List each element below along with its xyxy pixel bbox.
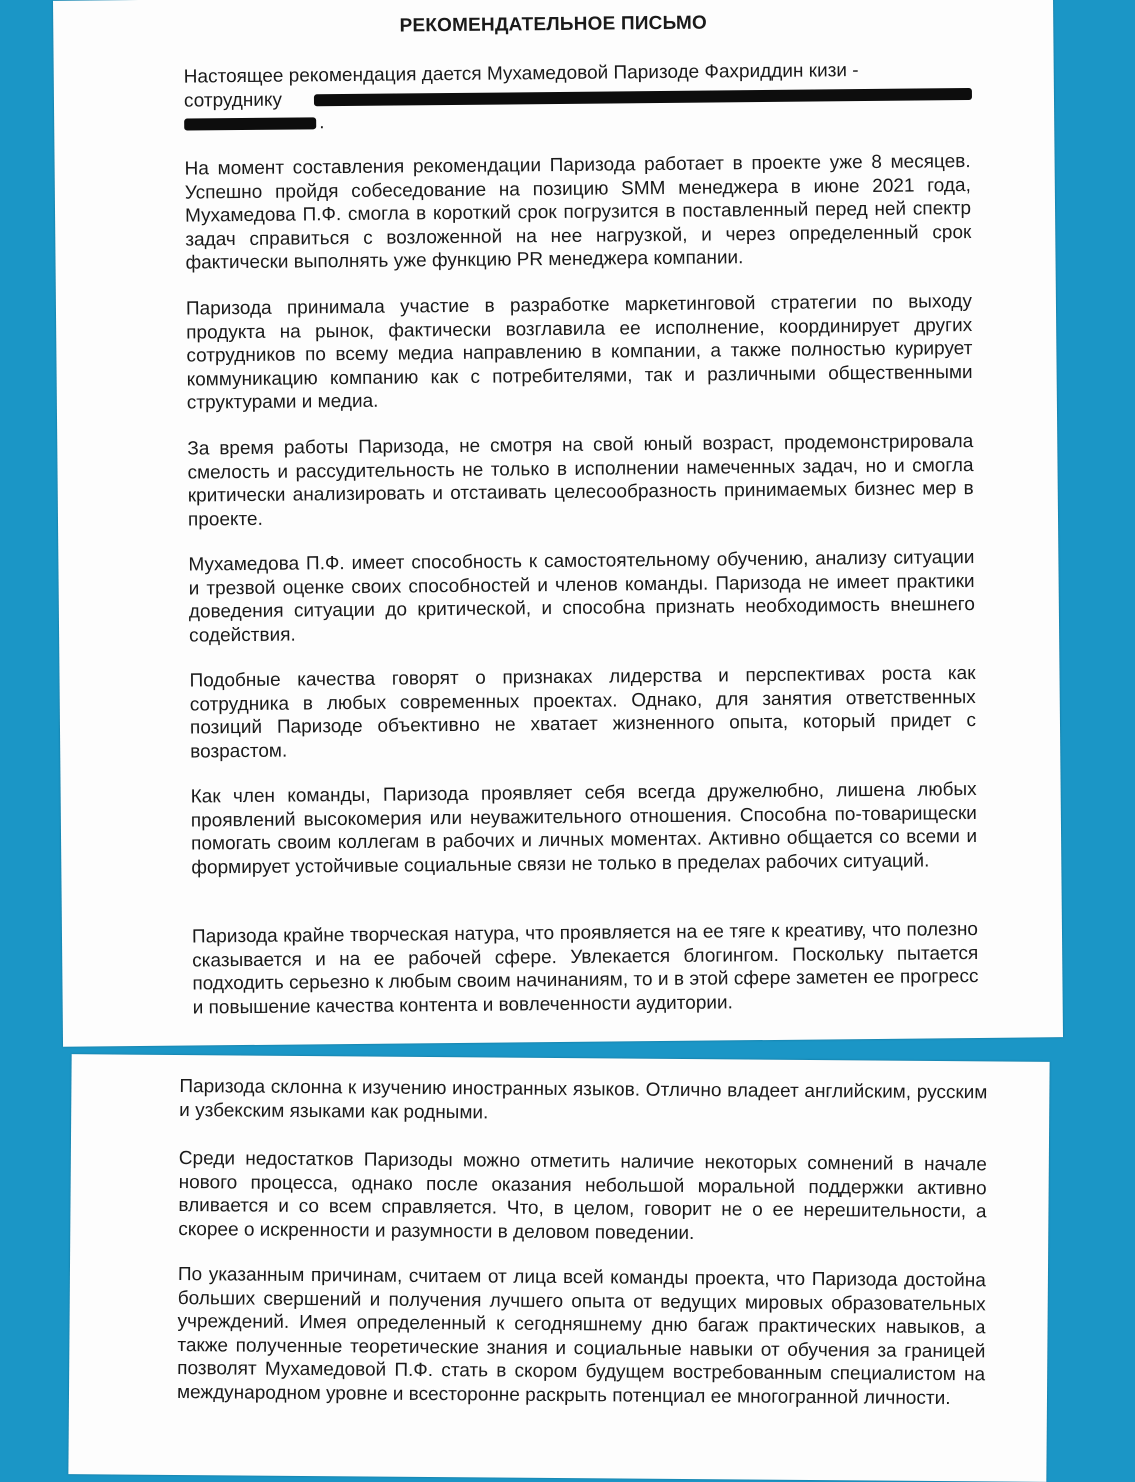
paragraph: За время работы Паризода, не смотря на свой юный возраст, продемонстрировала смелость и рассудительность не только в исполнении намеченных задач, но и смогла критически анализировать и отстаивать целесообразность принимаемых бизнес мер в проекте. — [187, 431, 974, 531]
paragraph: Как член команды, Паризода проявляет себя всегда дружелюбно, лишена любых проявлений высокомерия или неуважительного отношения. Способна по-товарищески помогать своим коллегам в рабочих и личных моментах. Активно общается со всеми и формирует устойчивые социальные связи не только в пределах рабочих ситуаций. — [190, 778, 978, 879]
paragraph: Паризода принимала участие в разработке маркетинговой стратегии по выходу продукта на рынок, фактически возглавила ее исполнение, координирует других сотрудников по всему медиа направлению в компании, а также полностью курирует коммуникацию компанию как с потребителями, так и различными общественными структурами и медиа. — [185, 291, 973, 414]
paragraph: Среди недостатков Паризоды можно отметить наличие некоторых сомнений в начале нового процесса, однако после оказания небольшой моральной поддержки активно вливается и со всем справляется. Что, в целом, говорит не о ее нерешительности, а скорее о искренности и разумности в деловом поведении. — [178, 1148, 987, 1244]
paragraph: Подобные качества говорят о признаках лидерства и перспективах роста как сотрудника в любых современных проектах. Однако, для занятия ответственных позиций Паризоде объективно не хватает жизненного опыта, который придет с возрастом. — [189, 662, 977, 763]
paragraph: Мухамедова П.Ф. имеет способность к самостоятельному обучению, анализу ситуации и трезвой оценке своих способностей и членов команды. Паризода не имеет практики доведения ситуации до критической, и способна признать необходимость внешнего содействия. — [188, 547, 975, 647]
paragraph: По указанным причинам, считаем от лица всей команды проекта, что Паризода достойна больших свершений и получения лучшего опыта от ведущих мировых образовательных учреждений. Имея определенный к сегодняшнему дню багаж практических навыков, а также полученные теоретические знания и социальные навыки от обучения за границей позволят Мухамедовой П.Ф. стать в скором будущем востребованным специалистом на международном уровне и всесторонне раскрыть потенциал ее многогранной личности. — [176, 1264, 986, 1409]
intro-text-2: сотруднику — [183, 89, 283, 112]
redaction-bar — [314, 88, 972, 106]
intro-end-text: . — [319, 112, 325, 134]
paragraph: Паризода крайне творческая натура, что проявляется на ее тяге к креативу, что полезно сказывается и на ее рабочей сфере. Увлекается блогингом. Поскольку пытается подходить серьезно к любым своим начинаниям, то и в этой сфере заметен ее прогресс и повышение качества контента и вовлеченности аудитории. — [191, 918, 979, 1019]
letter-page-2 — [68, 1054, 1049, 1482]
paragraph: Паризода склонна к изучению иностранных языков. Отлично владеет английским, русским и узбекским языками как родными. — [179, 1076, 988, 1123]
paragraph: На момент составления рекомендации Паризода работает в проекте уже 8 месяцев. Успешно пройдя собеседование на позицию SMM менеджера в июне 2021 года, Мухамедова П.Ф. смогла в короткий срок погрузится в поставленный перед ней спектр задач справиться с возложенной на нее нагрузкой, и через определенный срок фактически выполнять уже функцию PR менеджера компании. — [184, 151, 972, 274]
letter-page-1 — [53, 0, 1063, 1047]
letter-title: РЕКОМЕНДАТЕЛЬНОЕ ПИСЬМО — [399, 12, 708, 37]
intro-paragraph — [184, 58, 971, 136]
redaction-bar — [184, 117, 316, 130]
intro-text-1: Настоящее рекомендация дается Мухамедовой Паризоде Фахриддин кизи - — [183, 60, 859, 88]
